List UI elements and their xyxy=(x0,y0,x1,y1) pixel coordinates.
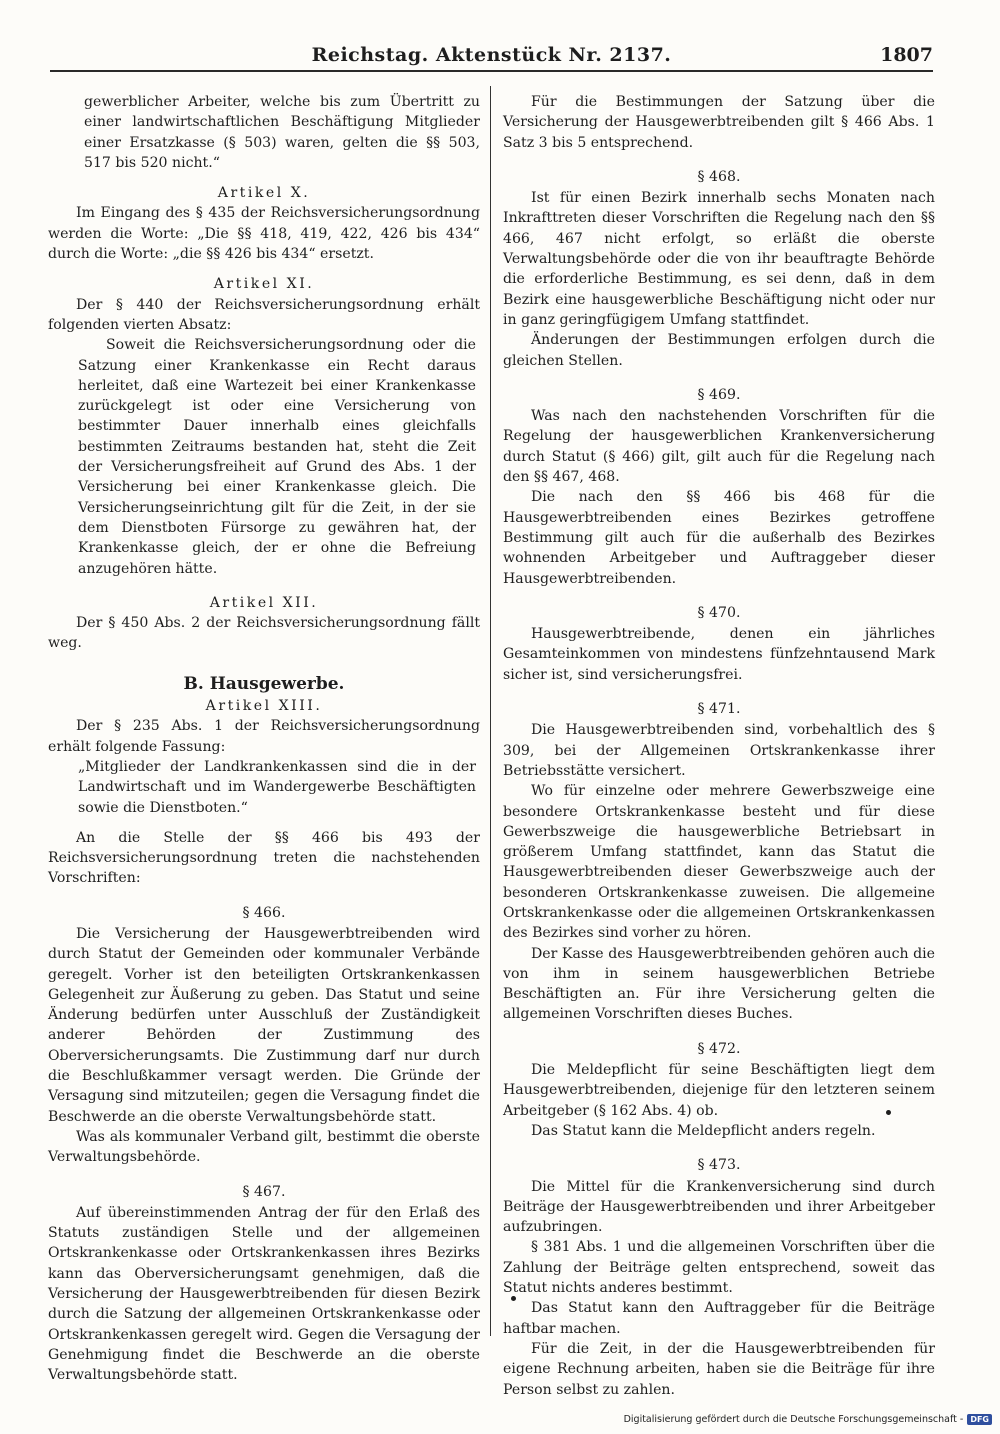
right-column xyxy=(503,92,935,1398)
article-x-heading: Artikel X. xyxy=(217,185,311,202)
digitization-footer xyxy=(624,1414,992,1425)
section-466-text-2: Was als kommunaler Verband gilt, bestimmt die oberste Verwaltungsbehörde. xyxy=(48,1128,480,1166)
footer-credit-text: Digitalisierung gefördert durch die Deutsche Forschungsgemeinschaft - xyxy=(623,1414,964,1425)
running-title: Reichstag. Aktenstück Nr. 2137. xyxy=(311,44,672,66)
dfg-logo: DFG xyxy=(967,1414,992,1425)
section-466-text-1: Die Versicherung der Hausgewerbtreibenden wird durch Statut der Gemeinden oder kommunaler Verbände geregelt. Vorher ist den beteiligten Ortskrankenkassen Gelegenheit zur Äußerung zu geben. Das Statut und seine Änderung bedürfen unter Ausschluß der Zuständigkeit anderer Behörden der Zustimmung des Oberversicherungsamts. Die Zustimmung darf nur durch die Beschlußkammer versagt werden. Die Gründe der Versagung sind mitzuteilen; gegen die Versagung findet die Beschwerde an die oberste Verwaltungsbehörde statt. xyxy=(48,925,480,1125)
article-xii-text: Der § 450 Abs. 2 der Reichsversicherungsordnung fällt weg. xyxy=(48,615,480,652)
intro-paragraph: gewerblicher Arbeiter, welche bis zum Übertritt zu einer landwirtschaftlichen Beschäftigung Mitglieder einer Ersatzkasse (§ 503) waren, gelten die §§ 503, 517 bis 520 nicht.“ xyxy=(84,94,480,171)
article-xiii-text-2: An die Stelle der §§ 466 bis 493 der Reichsversicherungsordnung treten die nachstehenden Vorschriften: xyxy=(48,829,480,887)
section-471-text-1: Die Hausgewerbtreibenden sind, vorbehaltlich des § 309, bei der Allgemeinen Ortskrankenkasse ihrer Betriebsstätte versichert. xyxy=(503,722,935,779)
section-469-text-1: Was nach den nachstehenden Vorschriften für die Regelung der hausgewerblichen Krankenversicherung durch Statut (§ 466) gilt, gilt auch für die Regelung nach den §§ 467, 468. xyxy=(503,408,935,486)
section-473-text-2: § 381 Abs. 1 und die allgemeinen Vorschriften über die Zahlung der Beiträge gelten entsprechend, soweit das Statut nichts anderes bestimmt. xyxy=(503,1239,935,1297)
section-467-text: Auf übereinstimmenden Antrag der für den Erlaß des Statuts zuständigen Stelle und der allgemeinen Ortskrankenkasse oder Ortskrankenkassen ihres Bezirks kann das Oberversicherungsamt genehmigen, daß die Versicherung der Hausgewerbtreibenden für diesen Bezirk durch die Satzung der allgemeinen Ortskrankenkasse oder Ortskrankenkassen geregelt wird. Gegen die Versagung der Genehmigung findet die Beschwerde an die oberste Verwaltungsbehörde statt. xyxy=(48,1204,480,1384)
section-470-heading: § 470. xyxy=(697,604,741,621)
section-473-text-3: Das Statut kann den Auftraggeber für die Beiträge haftbar machen. xyxy=(503,1300,935,1337)
section-467-heading: § 467. xyxy=(242,1183,286,1200)
article-xiii-text: Der § 235 Abs. 1 der Reichsversicherungsordnung erhält folgende Fassung: xyxy=(48,718,480,755)
section-469-heading: § 469. xyxy=(697,386,741,403)
section-471-text-2: Wo für einzelne oder mehrere Gewerbszweige eine besondere Ortskrankenkasse besteht und für diese Gewerbszweige die hausgewerbliche Betriebsart in größerem Umfang stattfindet, kann das Statut die Hausgewerbtreibenden dieser Gewerbszweige auch der besonderen Ortskrankenkasse zuweisen. Die allgemeine Ortskrankenkasse oder die allgemeinen Ortskrankenkassen des Bezirkes sind vorher zu hören. xyxy=(503,783,935,942)
article-x-text: Im Eingang des § 435 der Reichsversicherungsordnung werden die Worte: „Die §§ 418, 419, 422, 426 bis 434“ durch die Worte: „die §§ 426 bis 434“ ersetzt. xyxy=(48,205,480,263)
article-xiii-quote: „Mitglieder der Landkrankenkassen sind die in der Landwirtschaft und im Wandergewerbe Beschäftigten sowie die Dienstboten.“ xyxy=(78,758,476,816)
section-468-text-1: Ist für einen Bezirk innerhalb sechs Monaten nach Inkrafttreten dieser Vorschriften die Regelung nach den §§ 466, 467 nicht erfolgt, so erläßt die oberste Verwaltungsbehörde oder die von ihr beauftragte Behörde die erforderliche Bestimmung, es sei denn, daß in dem Bezirk eine hausgewerbliche Beschäftigung nicht oder nur in ganz geringfügigem Umfang stattfindet. xyxy=(503,190,935,328)
section-472-heading: § 472. xyxy=(697,1040,741,1057)
section-473-text-1: Die Mittel für die Krankenversicherung sind durch Beiträge der Hausgewerbtreibenden und ihrer Arbeitgeber aufzubringen. xyxy=(503,1178,935,1236)
section-b-heading: B. Hausgewerbe. xyxy=(183,673,345,694)
section-466-heading: § 466. xyxy=(242,904,286,921)
article-xi-quote: Soweit die Reichsversicherungsordnung oder die Satzung einer Krankenkasse ein Recht daraus herleitet, daß eine Wartezeit bei einer Krankenkasse zurückgelegt ist oder eine Versicherung von bestimmter Dauer innerhalb eines gleichfalls bestimmten Zeitraums bestanden hat, steht die Zeit der Versicherungsfreiheit auf Grund des Abs. 1 der Versicherung bei einer Krankenkasse gleich. Die Versicherungseinrichtung gilt für die Zeit, in der sie dem Dienstboten Fürsorge zu gewähren hat, der Krankenkasse gleich, der er ohne die Befreiung anzugehören hätte. xyxy=(78,337,476,577)
page-header xyxy=(50,40,933,74)
section-469-text-2: Die nach den §§ 466 bis 468 für die Hausgewerbtreibenden eines Bezirkes getroffene Bestimmung gilt auch für die außerhalb des Bezirkes wohnenden Arbeitgeber und Auftraggeber dieser Hausgewerbtreibenden. xyxy=(503,489,935,587)
section-473-text-4: Für die Zeit, in der die Hausgewerbtreibenden für eigene Rechnung arbeiten, haben sie die Beiträge für ihre Person selbst zu zahlen. xyxy=(503,1340,935,1398)
section-468-text-2: Änderungen der Bestimmungen erfolgen durch die gleichen Stellen. xyxy=(503,332,935,369)
section-472-text-2: Das Statut kann die Meldepflicht anders regeln. xyxy=(531,1122,876,1139)
article-xii-heading: Artikel XII. xyxy=(209,594,319,611)
column-divider xyxy=(490,86,491,1336)
section-468-heading: § 468. xyxy=(697,168,741,185)
margin-dot-mark-2 xyxy=(511,1296,516,1301)
section-471-heading: § 471. xyxy=(697,701,741,718)
section-473-heading: § 473. xyxy=(697,1157,741,1174)
section-472-text-1: Die Meldepflicht für seine Beschäftigten liegt dem Hausgewerbtreibenden, diejenige für den letzteren seinem Arbeitgeber (§ 162 Abs. 4) ob. xyxy=(503,1062,935,1119)
article-xiii-heading: Artikel XIII. xyxy=(205,698,323,715)
section-471-text-3: Der Kasse des Hausgewerbtreibenden gehören auch die von ihm in seinem hausgewerblichen Betriebe Beschäftigten an. Für ihre Versicherung gelten die allgemeinen Vorschriften dieses Buches. xyxy=(503,945,935,1023)
section-467-continuation: Für die Bestimmungen der Satzung über die Versicherung der Hausgewerbtreibenden gilt § 466 Abs. 1 Satz 3 bis 5 entsprechend. xyxy=(503,94,935,151)
left-column xyxy=(48,92,480,1384)
page-number: 1807 xyxy=(880,44,933,66)
article-xi-heading: Artikel XI. xyxy=(213,276,315,293)
section-470-text: Hausgewerbtreibende, denen ein jährliches Gesamteinkommen von mindestens fünfzehntausend Mark sicher ist, sind versicherungsfrei. xyxy=(503,626,935,683)
header-rule xyxy=(50,70,933,72)
margin-dot-mark xyxy=(886,1110,891,1115)
article-xi-text: Der § 440 der Reichsversicherungsordnung erhält folgenden vierten Absatz: xyxy=(48,296,480,333)
